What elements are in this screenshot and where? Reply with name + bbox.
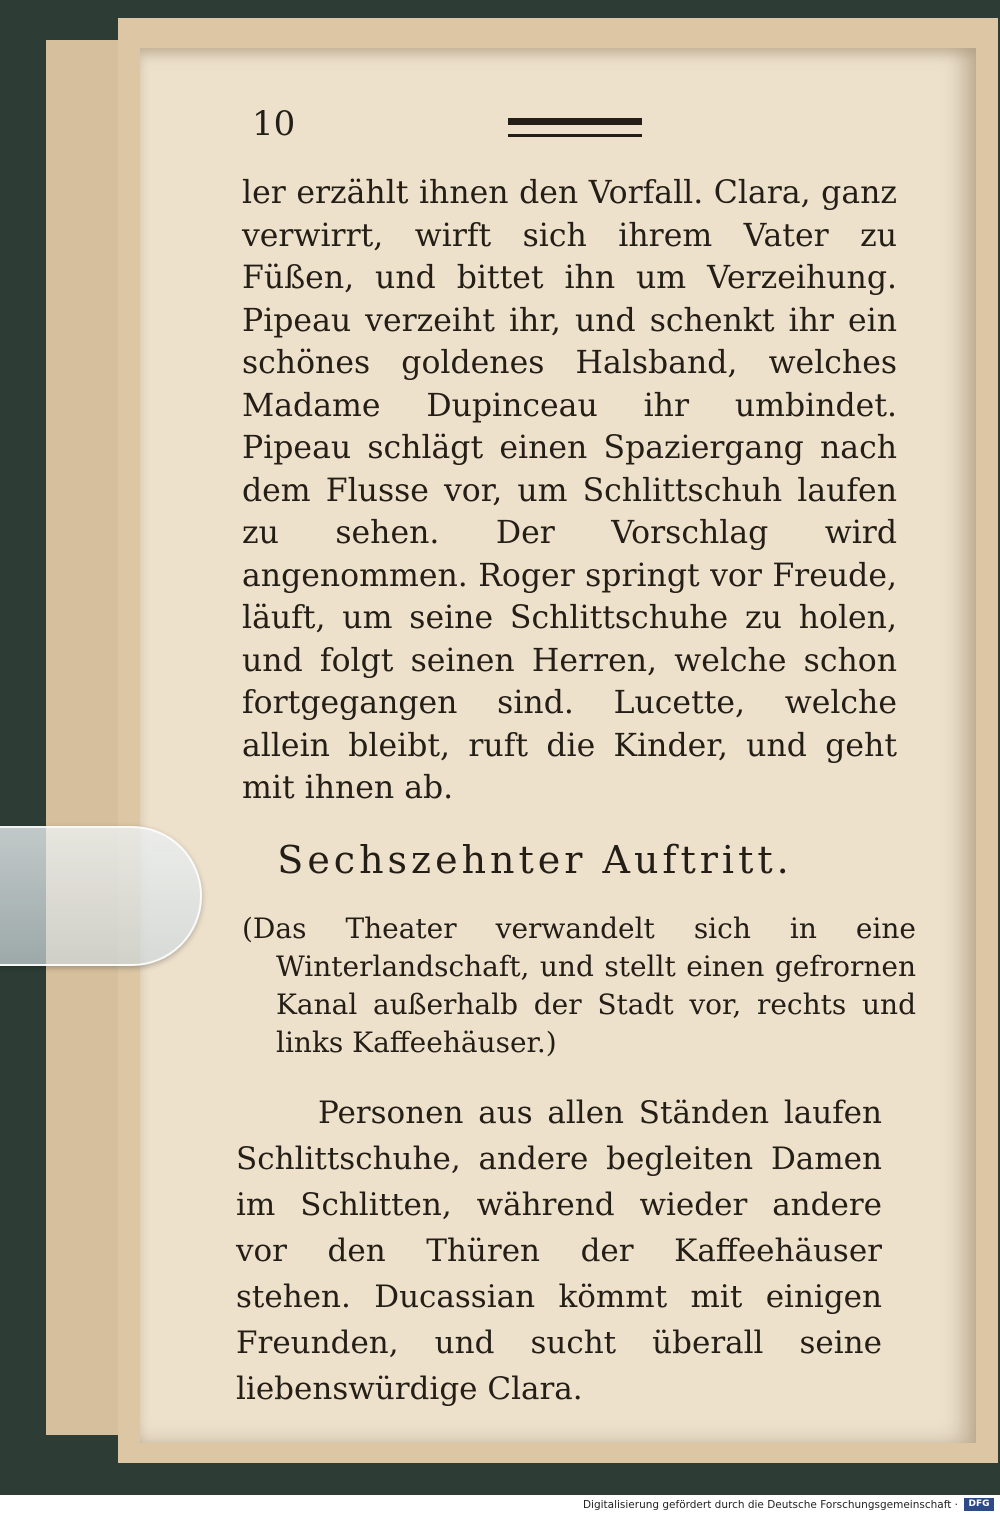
section-heading: Sechszehnter Auftritt.: [277, 838, 793, 882]
stage-direction: (Das Theater verwandelt sich in eine Winterlandschaft, und stellt einen gefrornen Kanal außerhalb der Stadt vor, rechts und links Kaffeehäuser.): [242, 912, 916, 1059]
body-paragraph-2: Personen aus allen Ständen laufen Schlittschuhe, andere begleiten Damen im Schlitten, während wieder andere vor den Thüren der Kaffeehäuser stehen. Ducassian kömmt mit einigen Freunden, und sucht überall seine liebenswürdige Clara.: [236, 1095, 882, 1407]
book-cover-edge: [46, 40, 127, 1435]
footer-credit: Digitalisierung gefördert durch die Deutsche Forschungsgemeinschaft ·: [582, 1499, 958, 1511]
page-number: 10: [252, 104, 296, 144]
header-rule-thick: [508, 118, 642, 125]
page-clip: [0, 826, 202, 966]
dfg-logo: DFG: [964, 1498, 994, 1511]
body-paragraph-1: ler erzählt ihnen den Vorfall. Clara, ganz verwirrt, wirft sich ihrem Vater zu Füßen, und bittet ihn um Verzeihung. Pipeau verzeiht ihr, und schenkt ihr ein schönes goldenes Halsband, welches Madame Dupinceau ihr umbindet. Pipeau schlägt einen Spaziergang nach dem Flusse vor, um Schlittschuh laufen zu sehen. Der Vorschlag wird angenommen. Roger springt vor Freude, läuft, um seine Schlittschuhe zu holen, und folgt seinen Herren, welche schon fortgegangen sind. Lucette, welche allein bleibt, ruft die Kinder, und geht mit ihnen ab.: [242, 175, 897, 806]
header-rule-thin: [508, 134, 642, 137]
